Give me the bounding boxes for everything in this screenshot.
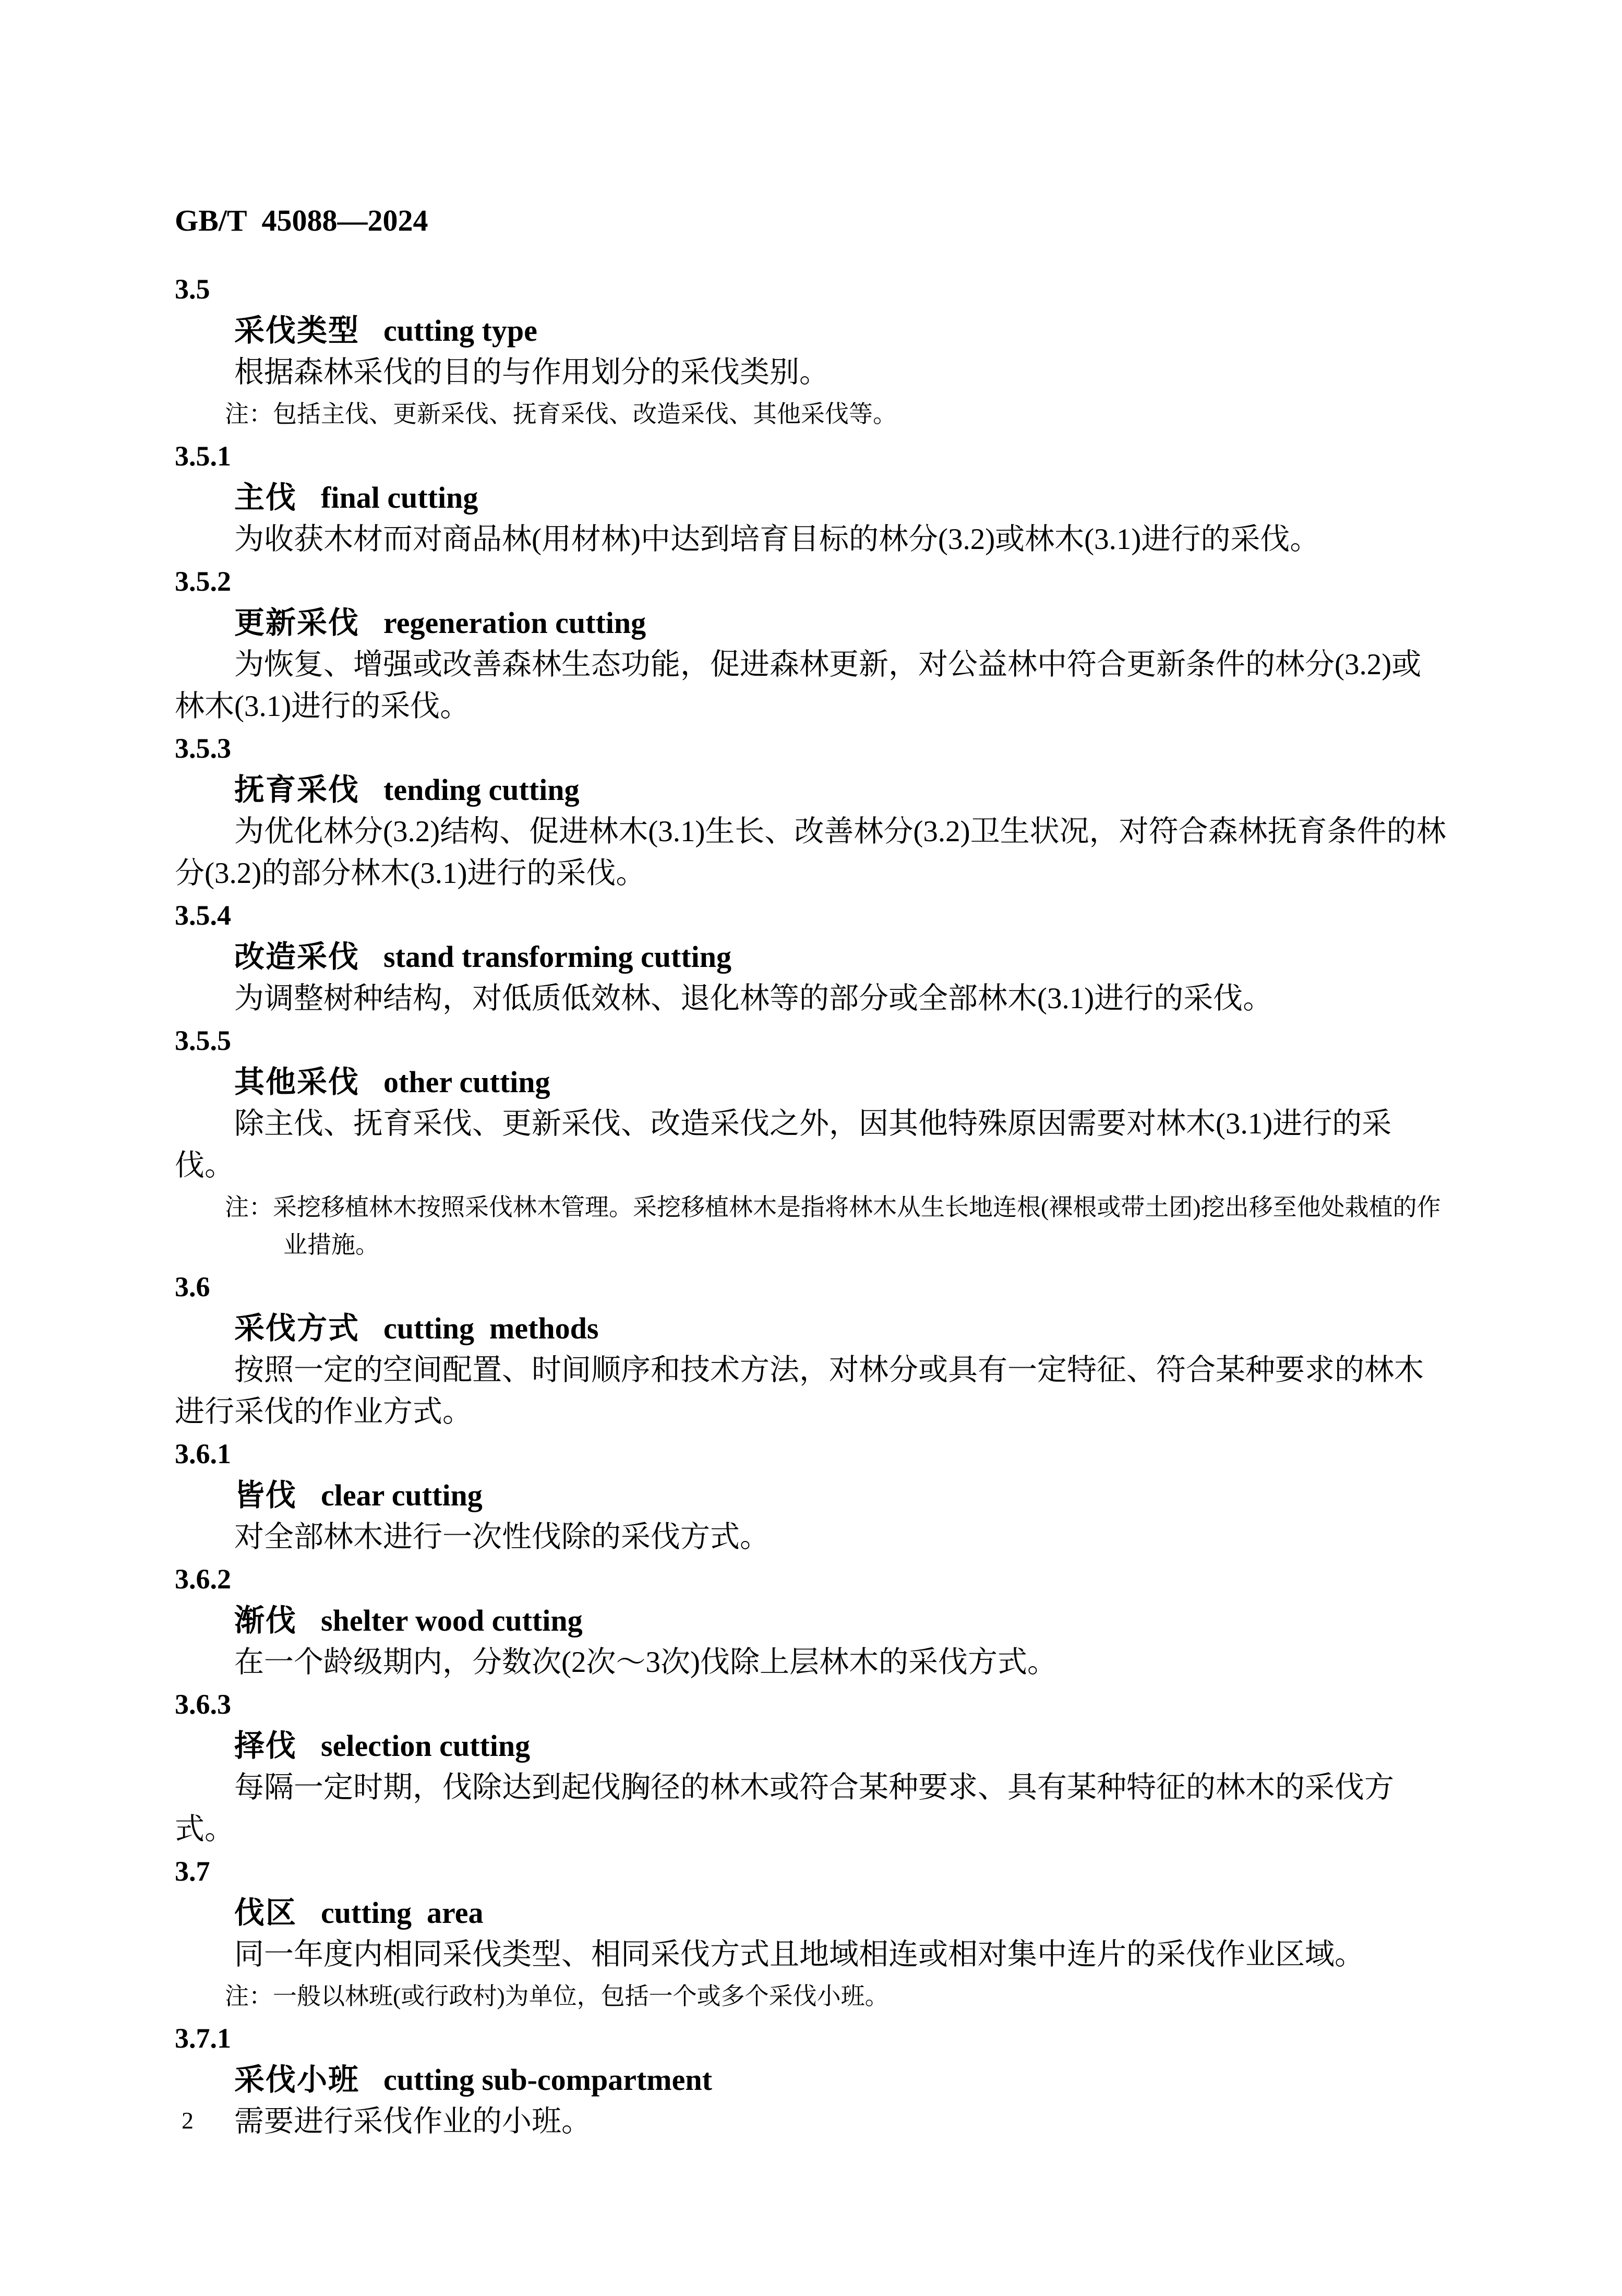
term-chinese: 择伐 (234, 1729, 297, 1763)
term-number: 3.6.3 (175, 1689, 231, 1720)
term-entry (175, 1266, 1449, 1433)
term-entry (175, 1558, 1449, 1683)
term-english: shelter wood cutting (321, 1604, 583, 1637)
term-chinese: 采伐类型 (234, 314, 360, 348)
term-definition: 同一年度内相同采伐类型、相同采伐方式且地域相连或相对集中连片的采伐作业区域。 (234, 1938, 1364, 1971)
term-english: cutting type (383, 314, 537, 348)
term-number: 3.5.1 (175, 440, 231, 472)
term-number: 3.6.1 (175, 1438, 231, 1469)
term-chinese: 渐伐 (234, 1604, 297, 1637)
term-definition: 为调整树种结构，对低质低效林、退化林等的部分或全部林木(3.1)进行的采伐。 (234, 982, 1273, 1015)
term-chinese: 其他采伐 (234, 1065, 360, 1099)
term-chinese: 皆伐 (234, 1478, 297, 1512)
term-number: 3.6.2 (175, 1563, 231, 1595)
term-entry (175, 1433, 1449, 1558)
term-heading (175, 602, 1449, 644)
term-english: stand transforming cutting (383, 940, 732, 974)
term-heading (175, 1308, 1449, 1349)
term-english: cutting area (321, 1896, 484, 1930)
term-number: 3.5.4 (175, 900, 231, 931)
term-definition: 为优化林分(3.2)结构、促进林木(3.1)生长、改善林分(3.2)卫生状况，对符合森林抚育条件的林分(3.2)的部分林木(3.1)进行的采伐。 (175, 815, 1446, 890)
term-entry (175, 268, 1449, 433)
term-heading (175, 477, 1449, 519)
term-number: 3.6 (175, 1271, 210, 1302)
term-definition: 需要进行采伐作业的小班。 (234, 2105, 591, 2138)
term-english: tending cutting (383, 773, 580, 807)
term-entry (175, 1683, 1449, 1850)
term-heading (175, 1600, 1449, 1642)
term-heading (175, 769, 1449, 811)
term-heading (175, 1725, 1449, 1767)
term-entry (175, 435, 1449, 560)
term-heading (175, 1061, 1449, 1103)
standard-number: GB/T 45088—2024 (175, 204, 428, 237)
term-english: regeneration cutting (383, 606, 646, 640)
term-entry (175, 1850, 1449, 2015)
term-number: 3.7 (175, 1856, 210, 1887)
term-number: 3.5 (175, 273, 210, 305)
term-english: clear cutting (321, 1478, 483, 1512)
term-chinese: 采伐方式 (234, 1311, 360, 1345)
term-heading (175, 310, 1449, 352)
term-chinese: 伐区 (234, 1896, 297, 1930)
term-entry (175, 727, 1449, 894)
page-content (175, 199, 1449, 2143)
term-definition: 每隔一定时期，伐除达到起伐胸径的林木或符合某种要求、具有某种特征的林木的采伐方式。 (175, 1771, 1394, 1846)
term-definition: 为收获木材而对商品林(用材林)中达到培育目标的林分(3.2)或林木(3.1)进行的采伐。 (234, 523, 1320, 556)
term-definition: 在一个龄级期内，分数次(2次～3次)伐除上层林木的采伐方式。 (234, 1646, 1057, 1679)
term-number: 3.5.3 (175, 733, 231, 764)
term-note: 注：采挖移植林木按照采伐林木管理。采挖移植林木是指将林木从生长地连根(裸根或带土团)挖出移至他处栽植的作业措施。 (225, 1194, 1441, 1258)
term-heading (175, 2059, 1449, 2101)
term-definition: 对全部林木进行一次性伐除的采伐方式。 (234, 1521, 770, 1553)
term-chinese: 改造采伐 (234, 940, 360, 974)
term-entry (175, 894, 1449, 1020)
term-chinese: 更新采伐 (234, 606, 360, 640)
term-english: final cutting (321, 481, 478, 515)
term-definition: 按照一定的空间配置、时间顺序和技术方法，对林分或具有一定特征、符合某种要求的林木进行采伐的作业方式。 (175, 1354, 1424, 1428)
term-note: 注：包括主伐、更新采伐、抚育采伐、改造采伐、其他采伐等。 (225, 401, 897, 427)
term-number: 3.7.1 (175, 2023, 231, 2054)
term-english: cutting sub-compartment (383, 2063, 712, 2097)
term-heading (175, 1892, 1449, 1934)
term-heading (175, 1475, 1449, 1516)
term-number: 3.5.2 (175, 566, 231, 597)
term-number: 3.5.5 (175, 1025, 231, 1056)
term-entry (175, 1020, 1449, 1264)
term-heading (175, 936, 1449, 978)
term-entry (175, 560, 1449, 727)
term-entry (175, 2017, 1449, 2143)
term-definition: 根据森林采伐的目的与作用划分的采伐类别。 (234, 356, 829, 389)
term-chinese: 抚育采伐 (234, 773, 360, 807)
term-note: 注：一般以林班(或行政村)为单位，包括一个或多个采伐小班。 (225, 1983, 889, 2010)
term-definition: 为恢复、增强或改善森林生态功能，促进森林更新，对公益林中符合更新条件的林分(3.2)或林木(3.1)进行的采伐。 (175, 648, 1422, 723)
page-number: 2 (182, 2107, 194, 2134)
term-chinese: 主伐 (234, 481, 297, 515)
term-english: selection cutting (321, 1729, 531, 1763)
term-english: cutting methods (383, 1311, 599, 1345)
term-definition: 除主伐、抚育采伐、更新采伐、改造采伐之外，因其他特殊原因需要对林木(3.1)进行的采伐。 (175, 1107, 1392, 1182)
term-chinese: 采伐小班 (234, 2063, 360, 2097)
term-english: other cutting (383, 1065, 550, 1099)
